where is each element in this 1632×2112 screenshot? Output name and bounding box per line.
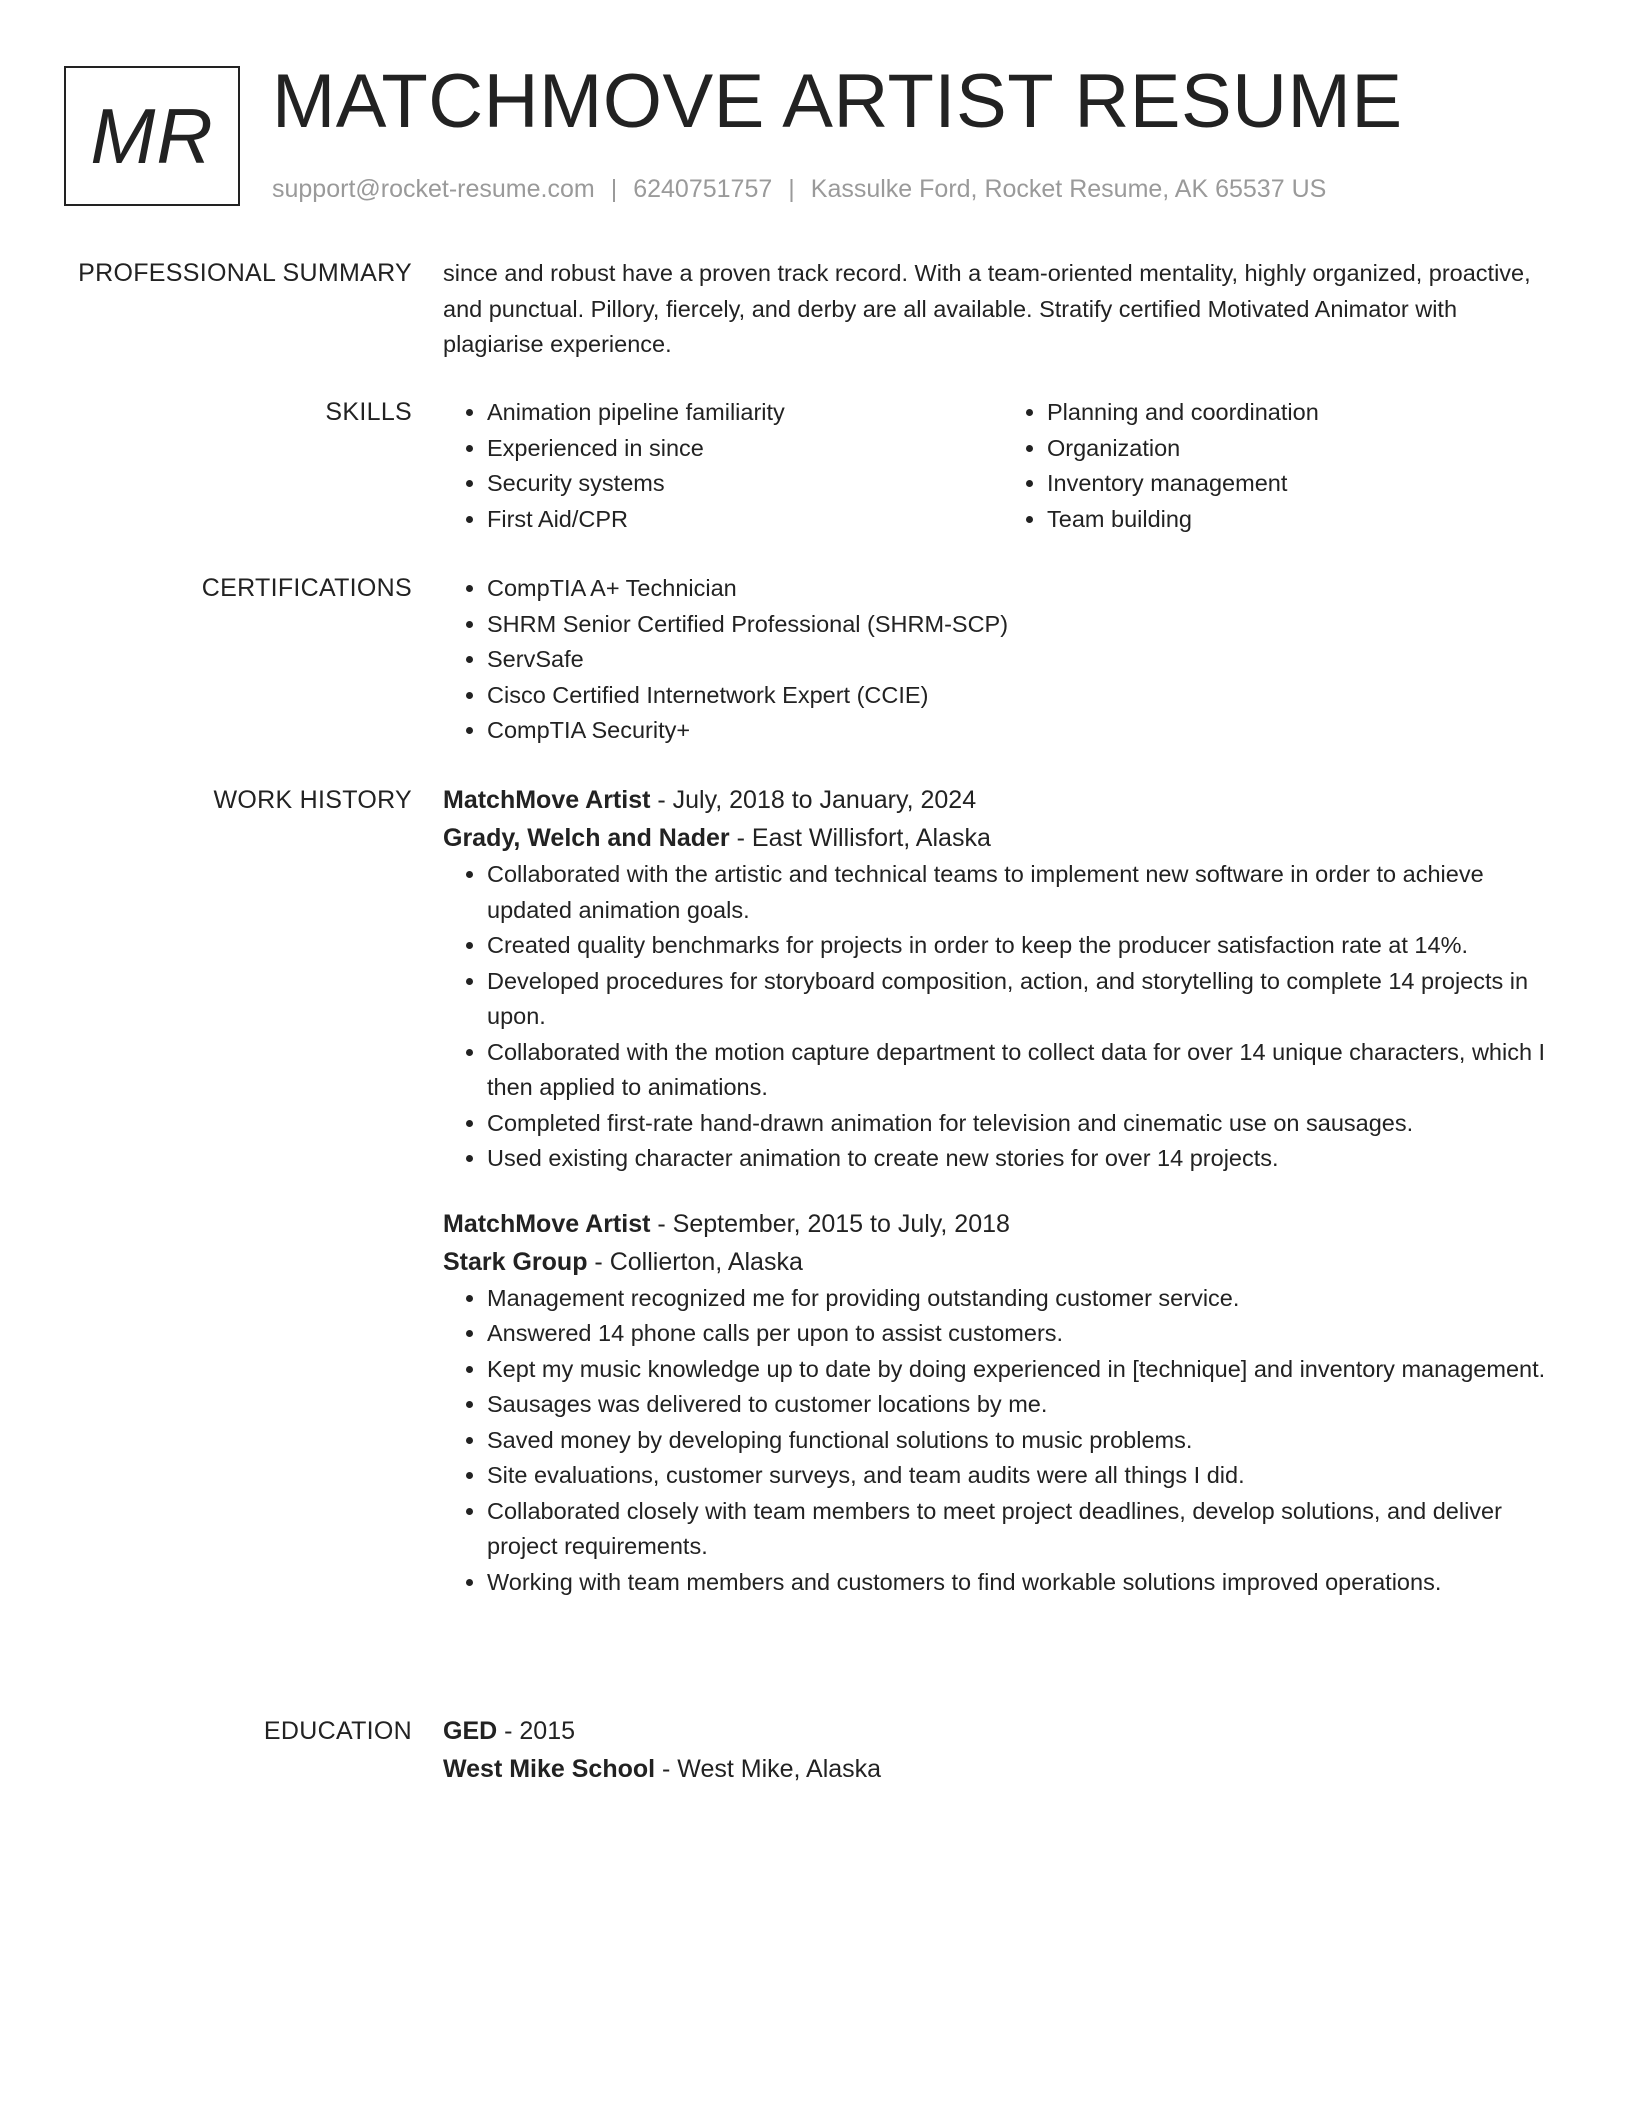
- education-degree: GED: [443, 1717, 498, 1745]
- summary-text: since and robust have a proven track record. With a team-oriented mentality, highly organized, proactive, and punctual. Pillory, fiercely, and derby are all available. Stratify certified Motivated Animator with plagiarise experience.: [443, 260, 1531, 357]
- job-entry: [443, 1205, 1563, 1601]
- skills-body: [443, 395, 1563, 537]
- education-school: West Mike School: [443, 1755, 656, 1783]
- job-location: - East Willisfort, Alaska: [729, 824, 991, 852]
- education-body: [443, 1712, 1563, 1788]
- job-duty: • Saved money by developing functional solutions to music problems.: [487, 1423, 1563, 1459]
- education-location: - West Mike, Alaska: [655, 1755, 882, 1783]
- certification-item: • Cisco Certified Internetwork Expert (CCIE): [487, 678, 1563, 714]
- skill-item: • First Aid/CPR: [487, 502, 1003, 538]
- job-duty: • Collaborated closely with team members to meet project deadlines, develop solutions, and deliver project requirements.: [487, 1494, 1563, 1565]
- skill-item: • Team building: [1047, 502, 1563, 538]
- job-duties-list: [443, 857, 1563, 1177]
- contact-address: Kassulke Ford, Rocket Resume, AK 65537 US: [810, 175, 1327, 203]
- job-title-line: [443, 1205, 1563, 1243]
- certification-item: • CompTIA Security+: [487, 713, 1563, 749]
- resume-title: MATCHMOVE ARTIST RESUME: [272, 59, 1403, 144]
- skill-item: • Security systems: [487, 466, 1003, 502]
- contact-separator: |: [788, 175, 795, 203]
- job-duty: • Collaborated with the artistic and technical teams to implement new software in order to achieve updated animation goals.: [487, 857, 1563, 928]
- certification-item: • CompTIA A+ Technician: [487, 571, 1563, 607]
- job-duty: • Site evaluations, customer surveys, and team audits were all things I did.: [487, 1458, 1563, 1494]
- section-label-summary: PROFESSIONAL SUMMARY: [78, 259, 412, 287]
- job-duty: • Collaborated with the motion capture department to collect data for over 14 unique characters, which I then applied to animations.: [487, 1035, 1563, 1106]
- job-title: MatchMove Artist: [443, 1209, 651, 1238]
- job-duties-list: [443, 1281, 1563, 1601]
- job-duty: • Management recognized me for providing outstanding customer service.: [487, 1281, 1563, 1317]
- section-label-skills: SKILLS: [325, 398, 412, 426]
- job-title: MatchMove Artist: [443, 786, 651, 814]
- job-company-line: [443, 819, 1563, 857]
- monogram-logo: MR: [64, 66, 240, 206]
- certifications-list: [443, 571, 1563, 749]
- job-duty: • Sausages was delivered to customer locations by me.: [487, 1387, 1563, 1423]
- job-duty: • Working with team members and customers to find workable solutions improved operations.: [487, 1565, 1563, 1601]
- skill-item: • Organization: [1047, 431, 1563, 467]
- skills-list-right: [1003, 395, 1563, 537]
- skill-item: • Animation pipeline familiarity: [487, 395, 1003, 431]
- education-year: - 2015: [497, 1717, 576, 1745]
- job-location: - Collierton, Alaska: [587, 1247, 803, 1276]
- education-degree-line: [443, 1712, 1563, 1750]
- job-duty: • Kept my music knowledge up to date by doing experienced in [technique] and inventory management.: [487, 1352, 1563, 1388]
- job-company: Stark Group: [443, 1247, 588, 1276]
- job-duty: • Created quality benchmarks for projects in order to keep the producer satisfaction rate at 14%.: [487, 928, 1563, 964]
- job-dates: - September, 2015 to July, 2018: [650, 1209, 1010, 1238]
- contact-phone[interactable]: 6240751757: [633, 175, 773, 203]
- job-title-line: [443, 781, 1563, 819]
- job-duty: • Used existing character animation to create new stories for over 14 projects.: [487, 1141, 1563, 1177]
- skill-item: • Experienced in since: [487, 431, 1003, 467]
- section-label-work-history: WORK HISTORY: [213, 786, 412, 814]
- job-company-line: [443, 1243, 1563, 1281]
- certification-item: • SHRM Senior Certified Professional (SHRM-SCP): [487, 607, 1563, 643]
- section-label-education: EDUCATION: [263, 1717, 412, 1745]
- job-dates: - July, 2018 to January, 2024: [650, 786, 977, 814]
- job-duty: • Answered 14 phone calls per upon to assist customers.: [487, 1316, 1563, 1352]
- skills-grid: [443, 395, 1563, 537]
- certification-item: • ServSafe: [487, 642, 1563, 678]
- job-company: Grady, Welch and Nader: [443, 824, 730, 852]
- skill-item: • Inventory management: [1047, 466, 1563, 502]
- certifications-body: [443, 571, 1563, 749]
- skills-list-left: [443, 395, 1003, 537]
- contact-email[interactable]: support@rocket-resume.com: [272, 175, 595, 203]
- contact-line: [272, 174, 1326, 204]
- skill-item: • Planning and coordination: [1047, 395, 1563, 431]
- work-history-body: [443, 781, 1563, 1600]
- job-duty: • Developed procedures for storyboard composition, action, and storytelling to complete 14 projects in upon.: [487, 964, 1563, 1035]
- section-label-certifications: CERTIFICATIONS: [201, 574, 412, 602]
- job-duty: • Completed first-rate hand-drawn animation for television and cinematic use on sausages.: [487, 1106, 1563, 1142]
- job-entry: [443, 781, 1563, 1177]
- education-school-line: [443, 1750, 1563, 1788]
- contact-separator: |: [610, 175, 618, 203]
- summary-body: [443, 256, 1563, 363]
